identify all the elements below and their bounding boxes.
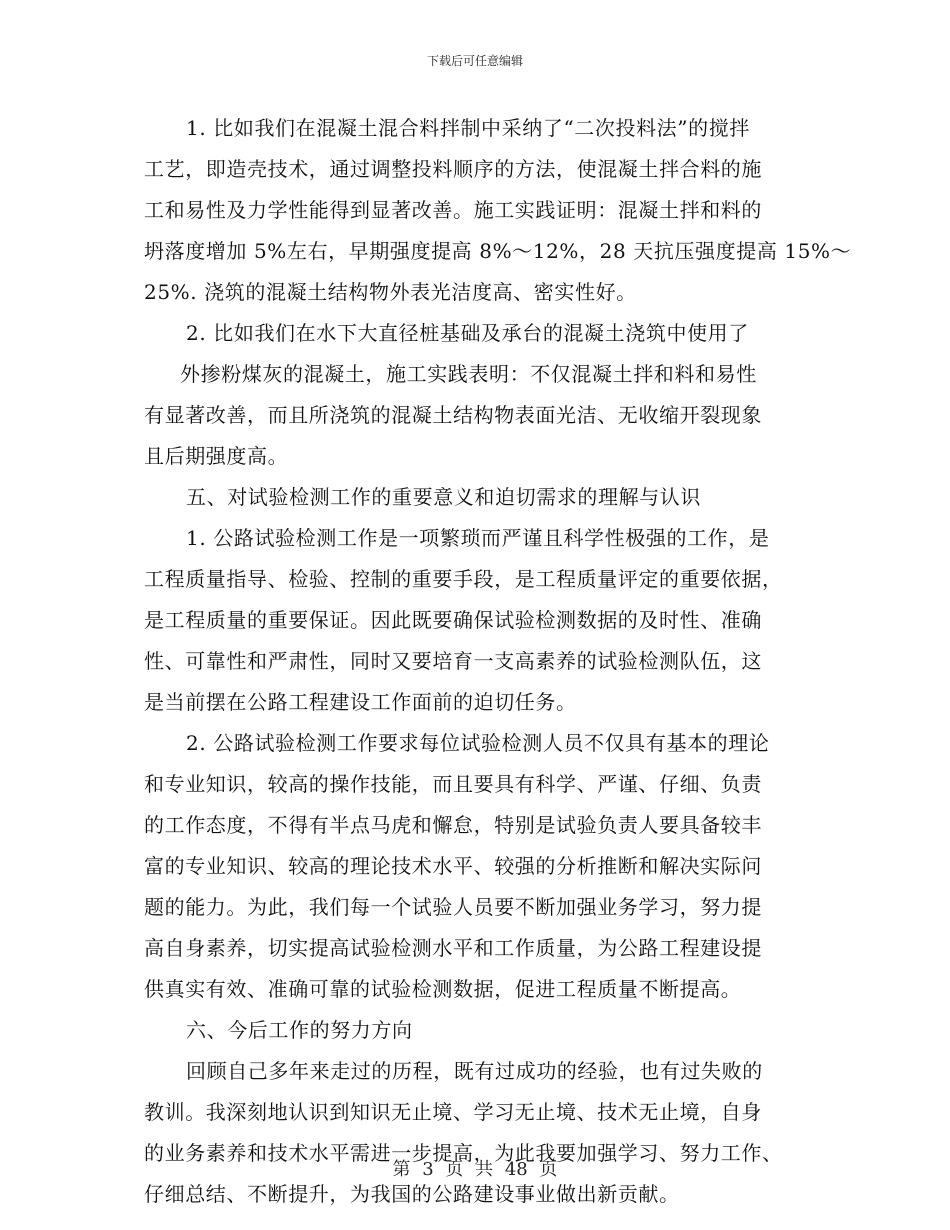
page-header: 下载后可任意编辑	[426, 54, 523, 68]
paragraph-line: 高自身素养，切实提高试验检测水平和工作质量，为公路工程建设提	[144, 936, 762, 960]
section-heading: 五、对试验检测工作的重要意义和迫切需求的理解与认识	[186, 485, 701, 509]
document-body	[144, 108, 852, 1215]
paragraph-line: 是当前摆在公路工程建设工作面前的迫切任务。	[144, 690, 577, 714]
paragraph-line: 教训。我深刻地认识到知识无止境、学习无止境、技术无止境，自身	[144, 1100, 762, 1124]
paragraph-line: 工和易性及力学性能得到显著改善。施工实践证明：混凝土拌和料的	[144, 198, 762, 222]
section-heading: 六、今后工作的努力方向	[186, 1018, 413, 1042]
paragraph-line: 2. 比如我们在水下大直径桩基础及承台的混凝土浇筑中使用了	[186, 321, 749, 345]
page-number: 第 3 页 共 48 页	[392, 1159, 558, 1180]
paragraph-line: 25%. 浇筑的混凝土结构物外表光洁度高、密实性好。	[144, 280, 637, 304]
paragraph-line: 且后期强度高。	[144, 444, 289, 468]
paragraph-line: 仔细总结、不断提升，为我国的公路建设事业做出新贡献。	[144, 1182, 680, 1206]
paragraph-line: 外掺粉煤灰的混凝土，施工实践表明：不仅混凝土拌和料和易性	[180, 362, 757, 386]
paragraph-line: 工艺，即造壳技术，通过调整投料顺序的方法，使混凝土拌合料的施	[144, 157, 762, 181]
paragraph-line: 和专业知识，较高的操作技能，而且要具有科学、严谨、仔细、负责	[144, 772, 762, 796]
paragraph-line: 回顾自己多年来走过的历程，既有过成功的经验，也有过失败的	[186, 1059, 763, 1083]
paragraph-line: 题的能力。为此，我们每一个试验人员要不断加强业务学习，努力提	[144, 895, 762, 919]
paragraph-line: 1. 公路试验检测工作是一项繁琐而严谨且科学性极强的工作，是	[186, 526, 770, 550]
paragraph-line: 坍落度增加 5%左右，早期强度提高 8%～12%，28 天抗压强度提高 15%～	[144, 239, 852, 263]
paragraph-line: 的业务素养和技术水平需进一步提高，为此我要加强学习、努力工作、	[144, 1141, 783, 1165]
paragraph-line: 是工程质量的重要保证。因此既要确保试验检测数据的及时性、准确	[144, 608, 762, 632]
paragraph-line: 1. 比如我们在混凝土混合料拌制中采纳了“二次投料法”的搅拌	[186, 116, 750, 140]
paragraph-line: 工程质量指导、检验、控制的重要手段，是工程质量评定的重要依据，	[144, 567, 783, 591]
paragraph-line: 2. 公路试验检测工作要求每位试验检测人员不仅具有基本的理论	[186, 731, 770, 755]
paragraph-line: 的工作态度，不得有半点马虎和懈怠，特别是试验负责人要具备较丰	[144, 813, 762, 837]
paragraph-line: 性、可靠性和严肃性，同时又要培育一支高素养的试验检测队伍，这	[144, 649, 762, 673]
paragraph-line: 供真实有效、准确可靠的试验检测数据，促进工程质量不断提高。	[144, 977, 742, 1001]
paragraph-line: 富的专业知识、较高的理论技术水平、较强的分析推断和解决实际问	[144, 854, 762, 878]
paragraph-line: 有显著改善，而且所浇筑的混凝土结构物表面光洁、无收缩开裂现象	[144, 403, 762, 427]
